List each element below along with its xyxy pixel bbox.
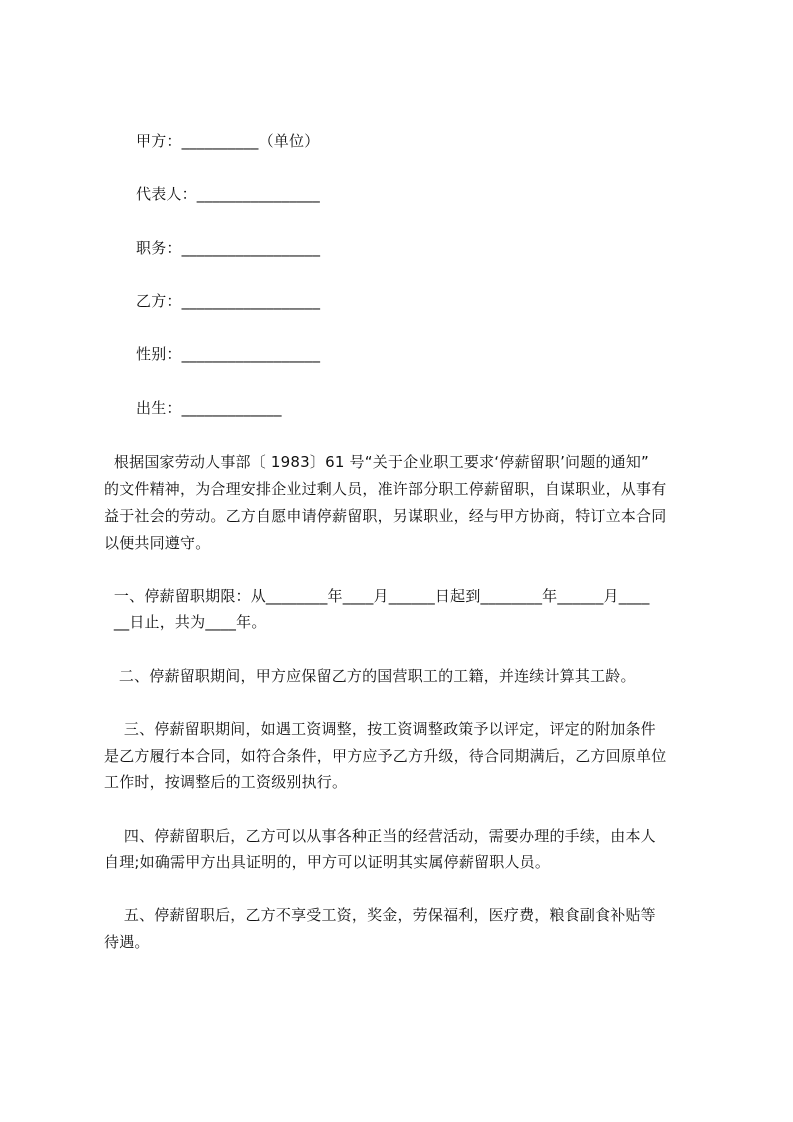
- gender-field: 性别：__________________: [136, 345, 321, 363]
- clause-2-line: 二、停薪留职期间，甲方应保留乙方的国营职工的工籍，并连续计算其工龄。: [104, 667, 636, 685]
- preamble-line: 以便共同遵守。: [104, 534, 211, 552]
- position-field: 职务：__________________: [136, 239, 321, 257]
- clause-4-line: 四、停薪留职后，乙方可以从事各种正当的经营活动，需要办理的手续，由本人: [104, 827, 656, 845]
- preamble-line: 益于社会的劳动。乙方自愿申请停薪留职，另谋职业，经与甲方协商，特订立本合同: [104, 507, 667, 525]
- clause-3-line: 是乙方履行本合同，如符合条件，甲方应予乙方升级，待合同期满后，乙方回原单位: [104, 747, 667, 765]
- representative-field: 代表人：________________: [136, 185, 321, 203]
- clause-3-line: 三、停薪留职期间，如遇工资调整，按工资调整政策予以评定，评定的附加条件: [104, 720, 656, 738]
- clause-1-line: 一、停薪留职期限：从________年____月______日起到________年______月____: [104, 587, 650, 605]
- clause-1-line: __日止，共为____年。: [104, 613, 267, 631]
- birth-field: 出生：_____________: [136, 399, 282, 417]
- preamble-line: 的文件精神，为合理安排企业过剩人员，准许部分职工停薪留职，自谋职业，从事有: [104, 480, 667, 498]
- clause-5-line: 五、停薪留职后，乙方不享受工资，奖金，劳保福利，医疗费，粮食副食补贴等: [104, 906, 656, 924]
- party-a-field: 甲方：__________（单位）: [136, 132, 320, 150]
- clause-4-line: 自理;如确需甲方出具证明的，甲方可以证明其实属停薪留职人员。: [104, 853, 551, 871]
- preamble-line: 根据国家劳动人事部〔 1983〕61 号“关于企业职工要求‘停薪留职’问题的通知”: [104, 453, 650, 471]
- clause-5-line: 待遇。: [104, 933, 150, 951]
- party-b-field: 乙方：__________________: [136, 292, 321, 310]
- clause-3-line: 工作时，按调整后的工资级别执行。: [104, 773, 348, 791]
